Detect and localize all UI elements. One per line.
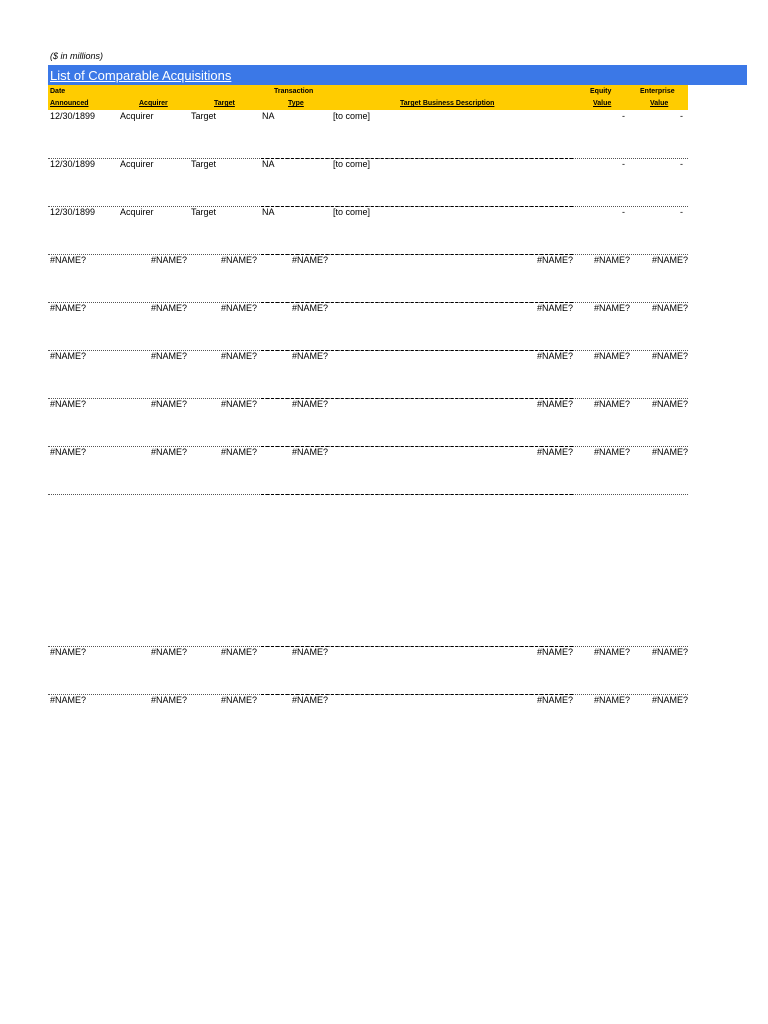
cell-equity[interactable]: #NAME?	[593, 447, 630, 457]
row-separator	[48, 646, 688, 647]
cell-extra[interactable]: #NAME?	[536, 255, 573, 265]
header-date-bottom: Announced	[50, 100, 89, 107]
cell-extra[interactable]: #NAME?	[536, 647, 573, 657]
cell-ev[interactable]: #NAME?	[651, 447, 688, 457]
cell-acquirer[interactable]: Acquirer	[120, 207, 154, 217]
cell-extra[interactable]: #NAME?	[536, 351, 573, 361]
cell-target[interactable]: #NAME?	[221, 647, 258, 657]
cell-acquirer[interactable]: #NAME?	[151, 303, 188, 313]
row-separator-dash	[261, 398, 573, 399]
row-separator	[48, 494, 688, 495]
cell-ev[interactable]: -	[680, 111, 683, 121]
cell-equity[interactable]: #NAME?	[593, 351, 630, 361]
cell-target[interactable]: Target	[191, 207, 217, 217]
cell-ev[interactable]: #NAME?	[651, 255, 688, 265]
cell-equity[interactable]: #NAME?	[593, 695, 630, 705]
table-row	[0, 255, 768, 269]
table-row	[0, 695, 768, 709]
cell-desc[interactable]: [to come]	[333, 111, 371, 121]
row-separator	[48, 302, 688, 303]
cell-equity[interactable]: #NAME?	[593, 303, 630, 313]
row-separator	[48, 350, 688, 351]
cell-date[interactable]: #NAME?	[50, 255, 87, 265]
cell-extra[interactable]: #NAME?	[536, 303, 573, 313]
table-row	[0, 159, 768, 173]
cell-target[interactable]: #NAME?	[221, 447, 258, 457]
row-separator-dash	[261, 206, 573, 207]
cell-ev[interactable]: #NAME?	[651, 647, 688, 657]
cell-equity[interactable]: #NAME?	[593, 647, 630, 657]
cell-type[interactable]: #NAME?	[292, 399, 329, 409]
cell-target[interactable]: #NAME?	[221, 695, 258, 705]
row-separator-dash	[261, 646, 573, 647]
header-equity-bottom: Value	[593, 100, 612, 107]
row-separator	[48, 158, 688, 159]
cell-type[interactable]: #NAME?	[292, 255, 329, 265]
cell-extra[interactable]: #NAME?	[536, 695, 573, 705]
cell-equity[interactable]: -	[622, 207, 625, 217]
cell-target[interactable]: #NAME?	[221, 351, 258, 361]
row-separator	[48, 694, 688, 695]
cell-desc[interactable]: [to come]	[333, 159, 371, 169]
cell-type[interactable]: NA	[262, 207, 275, 217]
header-acquirer: Acquirer	[139, 100, 168, 107]
cell-acquirer[interactable]: #NAME?	[151, 255, 188, 265]
header-description: Target Business Description	[400, 100, 495, 107]
cell-target[interactable]: #NAME?	[221, 399, 258, 409]
table-row	[0, 351, 768, 365]
table-row	[0, 399, 768, 413]
header-ev-bottom: Value	[650, 100, 669, 107]
cell-equity[interactable]: -	[622, 111, 625, 121]
table-row	[0, 111, 768, 125]
row-separator-dash	[261, 694, 573, 695]
table-title[interactable]: List of Comparable Acquisitions	[50, 68, 232, 83]
cell-equity[interactable]: -	[622, 159, 625, 169]
cell-ev[interactable]: #NAME?	[651, 399, 688, 409]
header-txn-bottom: Type	[288, 100, 304, 107]
cell-type[interactable]: #NAME?	[292, 303, 329, 313]
header-target: Target	[214, 100, 235, 107]
row-separator	[48, 398, 688, 399]
cell-acquirer[interactable]: #NAME?	[151, 695, 188, 705]
table-row	[0, 647, 768, 661]
row-separator	[48, 254, 688, 255]
row-separator-dash	[261, 494, 573, 495]
row-separator-dash	[261, 158, 573, 159]
cell-target[interactable]: Target	[191, 159, 217, 169]
cell-type[interactable]: #NAME?	[292, 695, 329, 705]
header-equity-top: Equity	[590, 88, 612, 95]
header-txn-top: Transaction	[274, 88, 314, 95]
cell-type[interactable]: NA	[262, 111, 275, 121]
header-band	[48, 85, 688, 110]
cell-acquirer[interactable]: #NAME?	[151, 647, 188, 657]
cell-type[interactable]: #NAME?	[292, 447, 329, 457]
cell-acquirer[interactable]: Acquirer	[120, 159, 154, 169]
cell-date[interactable]: 12/30/1899	[50, 207, 96, 217]
cell-ev[interactable]: -	[680, 207, 683, 217]
cell-target[interactable]: #NAME?	[221, 303, 258, 313]
cell-ev[interactable]: #NAME?	[651, 303, 688, 313]
cell-date[interactable]: #NAME?	[50, 351, 87, 361]
cell-acquirer[interactable]: #NAME?	[151, 399, 188, 409]
cell-date[interactable]: #NAME?	[50, 399, 87, 409]
cell-acquirer[interactable]: #NAME?	[151, 351, 188, 361]
cell-date[interactable]: #NAME?	[50, 695, 87, 705]
cell-ev[interactable]: -	[680, 159, 683, 169]
cell-type[interactable]: NA	[262, 159, 275, 169]
cell-date[interactable]: #NAME?	[50, 647, 87, 657]
units-note: ($ in millions)	[50, 51, 104, 61]
cell-type[interactable]: #NAME?	[292, 647, 329, 657]
cell-date[interactable]: 12/30/1899	[50, 159, 96, 169]
row-separator	[48, 206, 688, 207]
cell-equity[interactable]: #NAME?	[593, 399, 630, 409]
row-separator-dash	[261, 350, 573, 351]
cell-acquirer[interactable]: #NAME?	[151, 447, 188, 457]
cell-extra[interactable]: #NAME?	[536, 399, 573, 409]
cell-target[interactable]: #NAME?	[221, 255, 258, 265]
cell-date[interactable]: 12/30/1899	[50, 111, 96, 121]
table-row	[0, 303, 768, 317]
title-bar	[48, 65, 747, 85]
row-separator-dash	[261, 302, 573, 303]
cell-ev[interactable]: #NAME?	[651, 351, 688, 361]
row-separator-dash	[261, 254, 573, 255]
cell-desc[interactable]: [to come]	[333, 207, 371, 217]
header-ev-top: Enterprise	[640, 88, 675, 95]
row-separator-dash	[261, 446, 573, 447]
cell-equity[interactable]: #NAME?	[593, 255, 630, 265]
cell-date[interactable]: #NAME?	[50, 303, 87, 313]
cell-extra[interactable]: #NAME?	[536, 447, 573, 457]
cell-type[interactable]: #NAME?	[292, 351, 329, 361]
cell-target[interactable]: Target	[191, 111, 217, 121]
table-row	[0, 447, 768, 461]
table-row	[0, 207, 768, 221]
header-date-top: Date	[50, 88, 66, 95]
cell-acquirer[interactable]: Acquirer	[120, 111, 154, 121]
cell-ev[interactable]: #NAME?	[651, 695, 688, 705]
cell-date[interactable]: #NAME?	[50, 447, 87, 457]
row-separator	[48, 446, 688, 447]
